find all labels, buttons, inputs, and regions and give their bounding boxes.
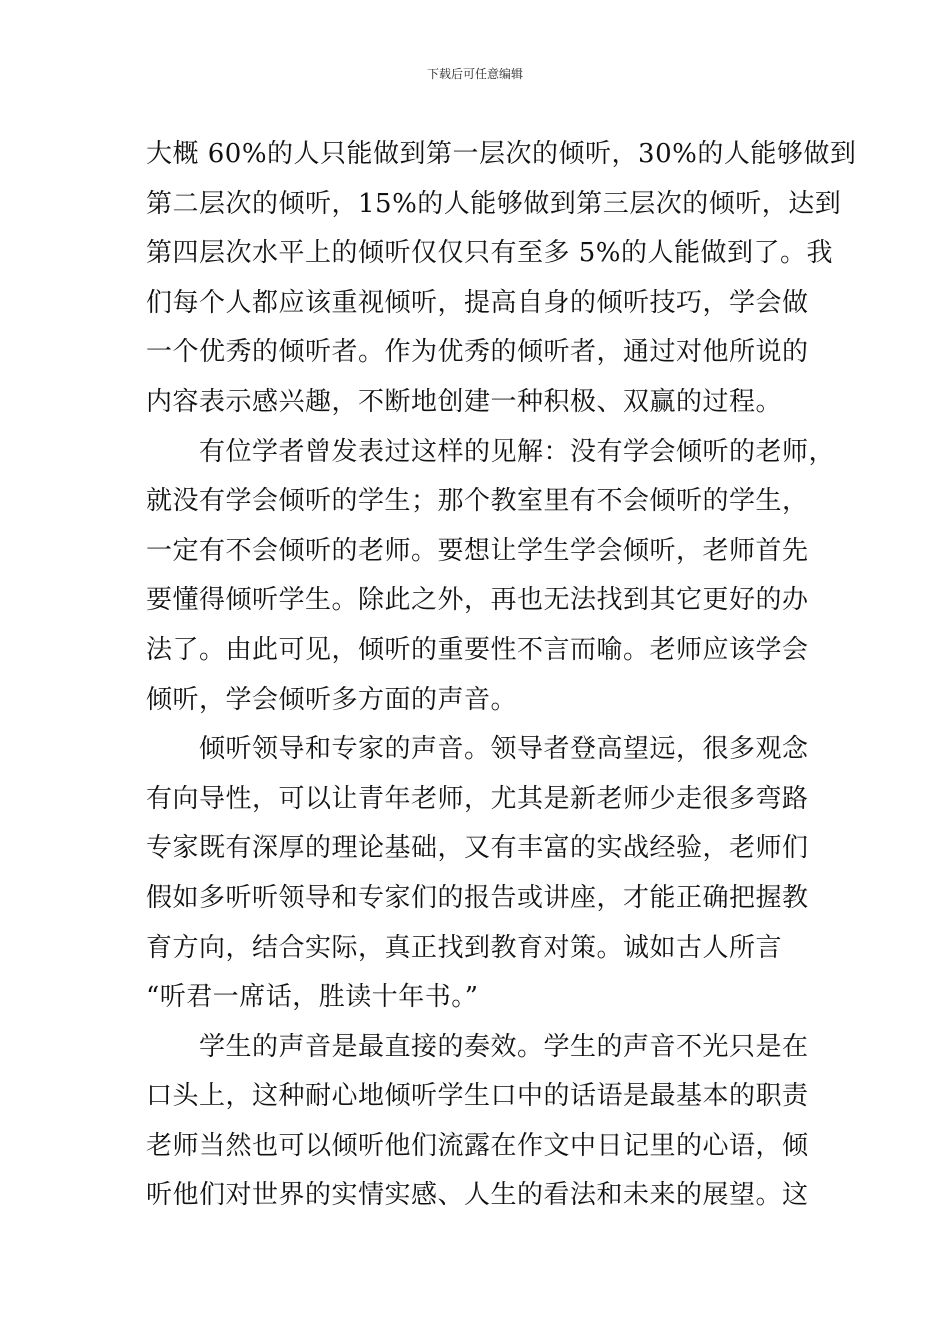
paragraph-4 [146,1023,826,1221]
text-line: 有位学者曾发表过这样的见解：没有学会倾听的老师， [146,436,836,467]
text-line: 大概 60%的人只能做到第一层次的倾听，30%的人能够做到 [146,139,857,169]
text-line: 口头上，这种耐心地倾听学生口中的话语是最基本的职责 [146,1081,809,1112]
paragraph-1 [146,130,857,428]
text-line: 育方向，结合实际，真正找到教育对策。诚如古人所言 [146,932,783,963]
text-line: 就没有学会倾听的学生；那个教室里有不会倾听的学生， [146,486,809,517]
text-line: 有向导性，可以让青年老师，尤其是新老师少走很多弯路 [146,783,809,814]
text-line: 一个优秀的倾听者。作为优秀的倾听者，通过对他所说的 [146,337,809,368]
text-line: 听他们对世界的实情实感、人生的看法和未来的展望。这 [146,1180,809,1211]
text-line: 们每个人都应该重视倾听，提高自身的倾听技巧，学会做 [146,287,809,318]
body-text [146,130,857,1221]
text-line: 学生的声音是最直接的奏效。学生的声音不光只是在 [146,1031,809,1062]
text-line: 要懂得倾听学生。除此之外，再也无法找到其它更好的办 [146,585,809,616]
text-line: 假如多听听领导和专家们的报告或讲座，才能正确把握教 [146,882,809,913]
text-line: 倾听领导和专家的声音。领导者登高望远，很多观念 [146,734,809,765]
text-line: 专家既有深厚的理论基础，又有丰富的实战经验，老师们 [146,833,809,864]
text-line: “听君一席话，胜读十年书。” [146,982,479,1013]
paragraph-3 [146,725,826,1023]
page-header: 下载后可任意编辑 [426,67,523,81]
text-line: 第四层次水平上的倾听仅仅只有至多 5%的人能做到了。我 [146,238,834,269]
text-line: 一定有不会倾听的老师。要想让学生学会倾听，老师首先 [146,535,809,566]
text-line: 老师当然也可以倾听他们流露在作文中日记里的心语，倾 [146,1130,809,1161]
text-line: 倾听，学会倾听多方面的声音。 [146,684,518,715]
paragraph-2 [146,428,836,726]
text-line: 内容表示感兴趣，不断地创建一种积极、双赢的过程。 [146,386,783,417]
text-line: 第二层次的倾听，15%的人能够做到第三层次的倾听，达到 [146,188,842,219]
text-line: 法了。由此可见，倾听的重要性不言而喻。老师应该学会 [146,634,809,665]
